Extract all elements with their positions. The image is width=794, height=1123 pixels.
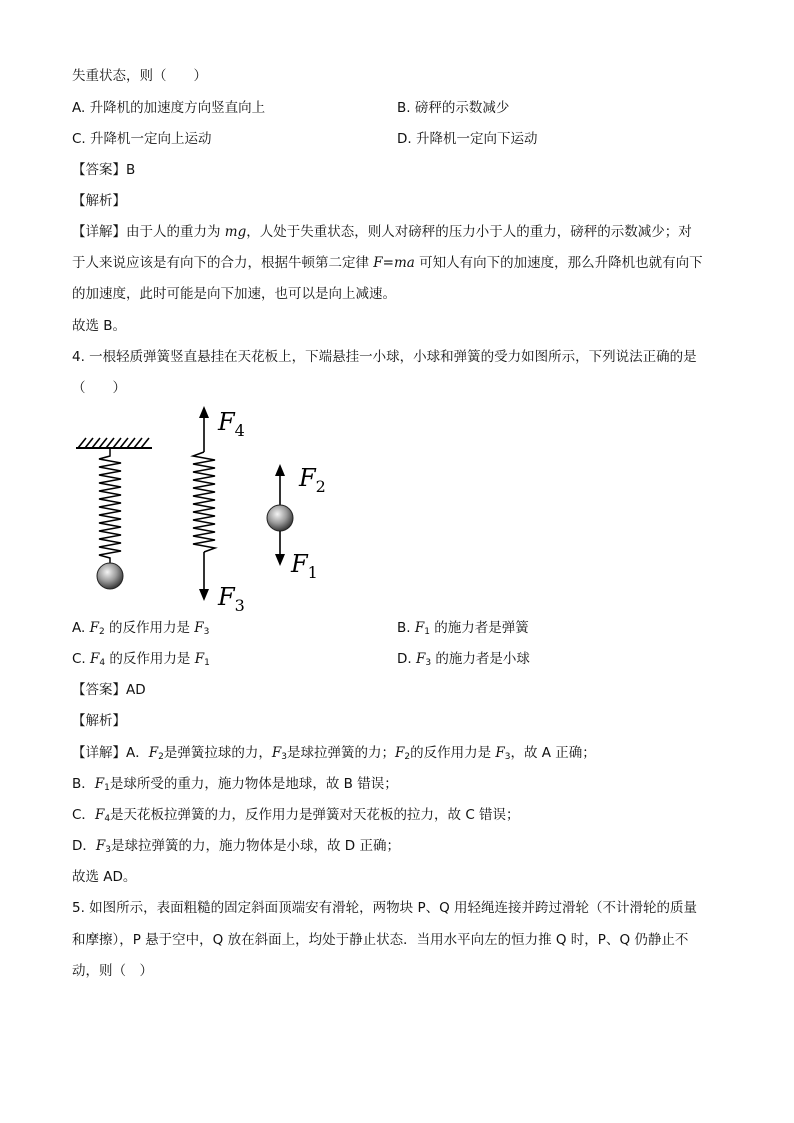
label-f2: $F_2$ bbox=[299, 464, 326, 496]
force-symbol: F bbox=[415, 651, 426, 667]
force-symbol: F bbox=[414, 620, 425, 636]
force-arrow-f3 bbox=[199, 552, 209, 601]
q5-stem-line-3: 动，则（ ） bbox=[72, 963, 153, 979]
q3-fma: F=ma bbox=[373, 255, 415, 271]
force-symbol: F bbox=[271, 745, 282, 761]
option-text: 的施力者是弹簧 bbox=[429, 620, 529, 636]
option-prefix: D. bbox=[397, 651, 416, 667]
q3-option-c: C. 升降机一定向上运动 bbox=[72, 131, 212, 147]
option-prefix: B. bbox=[397, 620, 415, 636]
force-subscript: 1 bbox=[424, 627, 430, 637]
ball-right bbox=[267, 505, 293, 531]
force-symbol: F bbox=[95, 838, 106, 854]
q4-stem-line-1: 4. 一根轻质弹簧竖直悬挂在天花板上，下端悬挂一小球，小球和弹簧的受力如图所示，下列说法正确的是 bbox=[72, 349, 697, 365]
q3-detail-line-1 bbox=[72, 222, 692, 242]
q5-stem-line-2: 和摩擦），P 悬于空中，Q 放在斜面上，均处于静止状态．当用水平向左的恒力推 Q 时，P、Q 仍静止不 bbox=[72, 932, 689, 948]
detail-prefix: D． bbox=[72, 838, 96, 854]
force-symbol: F bbox=[90, 651, 100, 667]
force-subscript: 3 bbox=[425, 658, 432, 668]
q3-option-a: A. 升降机的加速度方向竖直向上 bbox=[72, 100, 266, 116]
q4-option-a bbox=[72, 618, 209, 642]
force-subscript: 3 bbox=[281, 752, 287, 762]
option-text: 的反作用力是 bbox=[104, 620, 195, 636]
q4-option-d bbox=[397, 649, 530, 673]
q3-option-d: D. 升降机一定向下运动 bbox=[397, 131, 538, 147]
force-subscript: 2 bbox=[158, 752, 164, 762]
detail-text: 是球拉弹簧的力，施力物体是小球，故 D 正确； bbox=[111, 838, 400, 854]
label-f3: $F_3$ bbox=[218, 583, 245, 612]
q4-detail-a bbox=[72, 743, 596, 767]
detail-text: ，故 A 正确； bbox=[510, 745, 596, 761]
q4-detail-tag: 【详解】 bbox=[72, 745, 126, 761]
q3-mg: mg bbox=[224, 224, 247, 240]
ceiling-hatch bbox=[76, 438, 152, 448]
force-subscript: 4 bbox=[104, 814, 111, 824]
spring-left bbox=[99, 448, 121, 563]
force-symbol: F bbox=[194, 620, 204, 636]
q3-stem-continuation: 失重状态，则（ ） bbox=[72, 68, 207, 84]
spring-force-diagram bbox=[60, 400, 360, 612]
q5-stem-line-1: 5. 如图所示，表面粗糙的固定斜面顶端安有滑轮，两物块 P、Q 用轻绳连接并跨过滑轮（不计滑轮的质量 bbox=[72, 900, 698, 916]
force-arrow-f4 bbox=[199, 406, 209, 452]
option-prefix: C. bbox=[72, 651, 91, 667]
q3-analysis-label: 【解析】 bbox=[72, 193, 126, 209]
q4-stem-line-2: （ ） bbox=[72, 380, 126, 396]
force-symbol: F bbox=[394, 745, 405, 761]
q3-detail-text: 于人来说应该是有向下的合力，根据牛顿第二定律 bbox=[72, 255, 374, 271]
detail-text: 是弹簧拉球的力， bbox=[163, 745, 272, 761]
q4-analysis-label: 【解析】 bbox=[72, 713, 126, 729]
force-subscript: 2 bbox=[98, 627, 105, 637]
option-text: 的反作用力是 bbox=[105, 651, 195, 667]
q4-answer: 【答案】AD bbox=[72, 682, 146, 698]
force-subscript: 1 bbox=[104, 783, 110, 793]
q4-option-c bbox=[72, 649, 210, 673]
detail-text: 是球拉弹簧的力； bbox=[286, 745, 395, 761]
q3-detail-tag: 【详解】 bbox=[72, 224, 126, 240]
q3-detail-text: ，人处于失重状态，则人对磅秤的压力小于人的重力，磅秤的示数减少；对 bbox=[246, 224, 692, 240]
force-subscript: 3 bbox=[203, 627, 210, 637]
q3-detail-line-2 bbox=[72, 253, 703, 273]
option-text: 的施力者是小球 bbox=[431, 651, 530, 667]
force-arrow-f2 bbox=[275, 464, 285, 505]
detail-text: 是球所受的重力，施力物体是地球，故 B 错误； bbox=[109, 776, 398, 792]
force-symbol: F bbox=[194, 651, 205, 667]
force-arrow-f1 bbox=[275, 531, 285, 566]
force-subscript: 4 bbox=[99, 658, 106, 668]
detail-text: 是天花板拉弹簧的力，反作用力是弹簧对天花板的拉力，故 C 错误； bbox=[110, 807, 520, 823]
detail-prefix: C． bbox=[72, 807, 95, 823]
ball-left bbox=[97, 563, 123, 589]
q4-detail-b bbox=[72, 774, 398, 798]
q3-detail-text: 可知人有向下的加速度，那么升降机也就有向下 bbox=[414, 255, 703, 271]
q4-detail-d bbox=[72, 836, 400, 860]
force-symbol: F bbox=[94, 776, 105, 792]
option-prefix: A. bbox=[72, 620, 90, 636]
force-symbol: F bbox=[495, 745, 505, 761]
q4-detail-c bbox=[72, 805, 520, 829]
force-subscript: 3 bbox=[105, 845, 112, 855]
label-f1: $F_1$ bbox=[291, 550, 318, 582]
q3-detail-text: 由于人的重力为 bbox=[126, 224, 225, 240]
q3-conclusion: 故选 B。 bbox=[72, 318, 127, 334]
detail-prefix: A． bbox=[126, 745, 149, 761]
force-subscript: 1 bbox=[204, 658, 210, 668]
detail-prefix: B． bbox=[72, 776, 95, 792]
spring-middle bbox=[193, 452, 215, 552]
force-symbol: F bbox=[148, 745, 159, 761]
q3-option-b: B. 磅秤的示数减少 bbox=[397, 100, 510, 116]
force-symbol: F bbox=[89, 620, 99, 636]
q4-conclusion: 故选 AD。 bbox=[72, 869, 137, 885]
force-symbol: F bbox=[94, 807, 105, 823]
q4-option-b bbox=[397, 618, 529, 642]
force-subscript: 3 bbox=[504, 752, 511, 762]
force-subscript: 2 bbox=[404, 752, 411, 762]
detail-text: 的反作用力是 bbox=[410, 745, 496, 761]
label-f4: $F_4$ bbox=[218, 408, 245, 440]
q3-detail-line-3: 的加速度，此时可能是向下加速，也可以是向上减速。 bbox=[72, 286, 396, 302]
q3-answer: 【答案】B bbox=[72, 162, 136, 178]
